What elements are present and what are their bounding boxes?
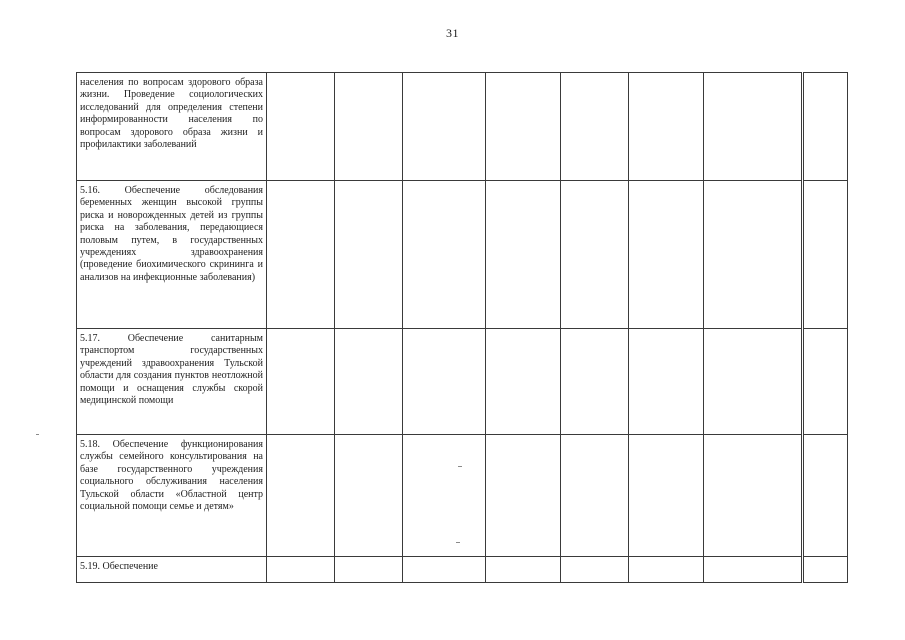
table-cell (803, 73, 848, 181)
table-cell (629, 557, 704, 583)
measure-description-cell: 5.17. Обеспечение санитарным транспортом государственных учреждений здравоохранения Тульской области для создания пунктов неотложной помощи и оснащения службы скорой медицинской помощи (77, 329, 267, 435)
table-cell (267, 435, 335, 557)
table-row (77, 181, 848, 329)
table-cell (267, 557, 335, 583)
table-cell (335, 329, 403, 435)
table-cell (403, 73, 486, 181)
table-cell (561, 435, 629, 557)
table-cell (335, 181, 403, 329)
program-measures-table (76, 72, 848, 583)
table-cell (704, 329, 803, 435)
table-cell (267, 181, 335, 329)
table-cell (561, 73, 629, 181)
table-cell (629, 435, 704, 557)
scan-speck (458, 466, 462, 467)
measure-description-cell: 5.18. Обеспечение функционирования службы семейного консультирования на базе государственного учреждения социального обслуживания населения Тульской области «Областной центр социальной помощи семье и детям» (77, 435, 267, 557)
measure-description-cell: населения по вопросам здорового образа жизни. Проведение социологических исследований для определения степени информированности населения по вопросам здорового образа жизни и профилактики заболеваний (77, 73, 267, 181)
table-cell (704, 557, 803, 583)
measure-description-cell: 5.19. Обеспечение (77, 557, 267, 583)
table-cell (704, 181, 803, 329)
table-cell (486, 329, 561, 435)
table-cell (486, 73, 561, 181)
table-cell (267, 329, 335, 435)
table-cell (335, 73, 403, 181)
table-cell (629, 329, 704, 435)
table-cell (803, 181, 848, 329)
table-cell (704, 435, 803, 557)
table-cell (403, 329, 486, 435)
table-row (77, 435, 848, 557)
table-cell (403, 435, 486, 557)
table-cell (486, 181, 561, 329)
table-cell (561, 557, 629, 583)
table-cell (486, 557, 561, 583)
page-number: 31 (446, 26, 459, 40)
table-row (77, 557, 848, 583)
table-cell (335, 435, 403, 557)
table-row (77, 329, 848, 435)
table-cell (403, 557, 486, 583)
table-cell (803, 329, 848, 435)
table-cell (803, 557, 848, 583)
table-cell (629, 181, 704, 329)
scan-speck (456, 542, 460, 543)
table-cell (561, 329, 629, 435)
table-cell (704, 73, 803, 181)
scan-speck (36, 434, 39, 435)
table-cell (561, 181, 629, 329)
measure-description-cell: 5.16. Обеспечение обследования беременных женщин высокой группы риска и новорожденных детей из группы риска на заболевания, передающиеся половым путем, в государственных учреждениях здравоохранения (проведение биохимического скрининга и анализов на инфекционные заболевания) (77, 181, 267, 329)
table-cell (629, 73, 704, 181)
table-cell (335, 557, 403, 583)
table-cell (267, 73, 335, 181)
table-cell (803, 435, 848, 557)
table-cell (403, 181, 486, 329)
table-cell (486, 435, 561, 557)
table-row (77, 73, 848, 181)
